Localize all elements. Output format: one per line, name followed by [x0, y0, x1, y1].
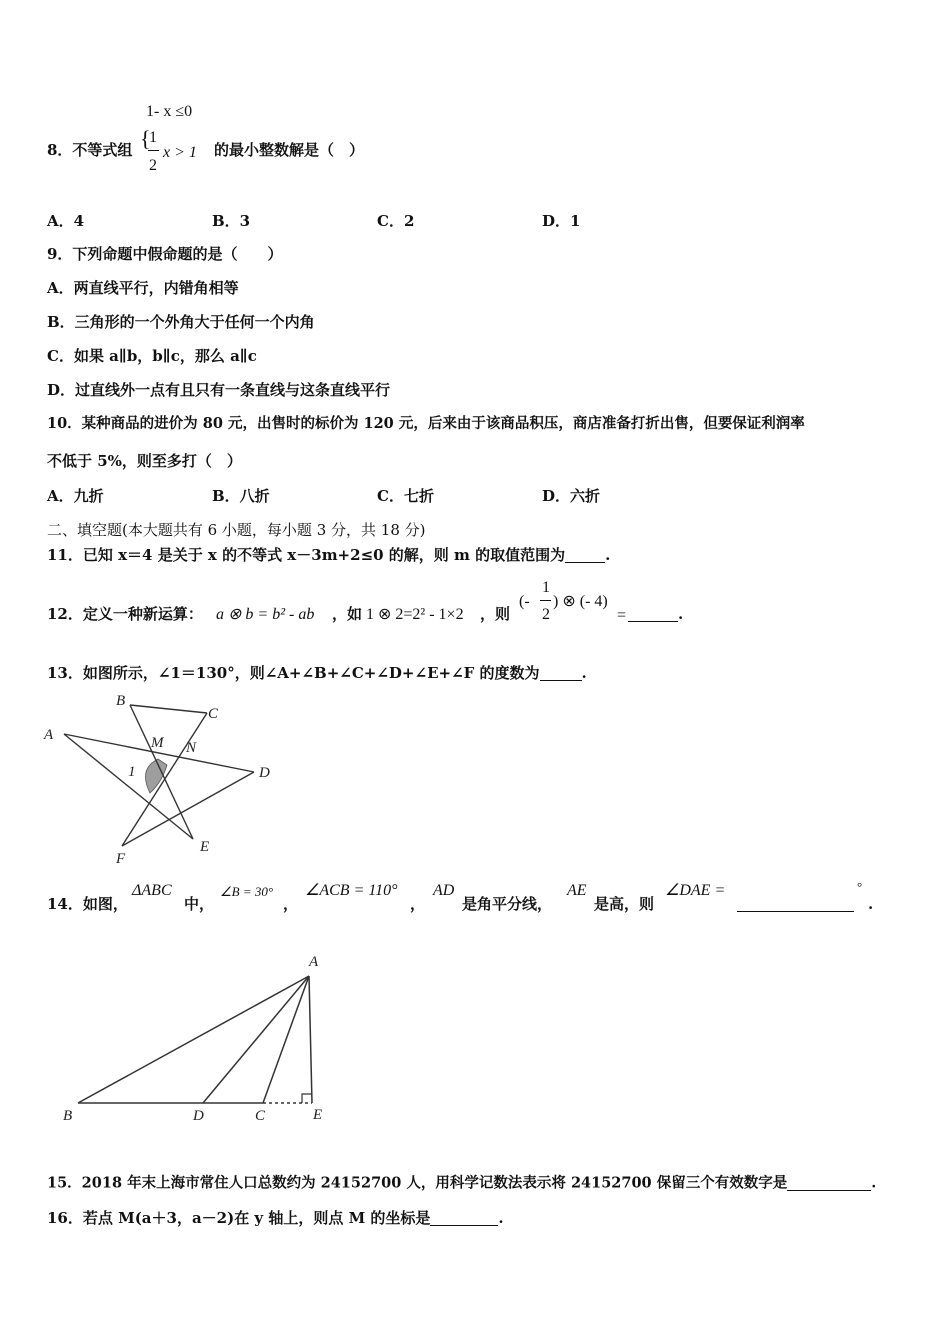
q16-blank — [430, 1211, 498, 1226]
q15-end: . — [871, 1174, 877, 1192]
q13-label-d: D — [259, 765, 270, 781]
q10-option-a: A．九折 — [47, 487, 104, 505]
q13-label-b: B — [116, 693, 126, 709]
q13-line-bc — [130, 705, 207, 713]
q11-text — [47, 548, 610, 563]
q15-stem: 15．2018 年末上海市常住人口总数约为 24152700 人，用科学记数法表示将 24152700 保留三个有效数字是 — [47, 1174, 788, 1192]
q14-ad: AD — [433, 882, 455, 899]
q13-label-f: F — [116, 851, 126, 867]
q8-option-a: A．4 — [47, 212, 85, 230]
q14-comma-2: ， — [410, 895, 426, 913]
q16-stem: 16．若点 M(a＋3，a－2)在 y 轴上，则点 M 的坐标是 — [47, 1209, 431, 1227]
q14-label-c: C — [255, 1108, 266, 1124]
q13-end: . — [581, 664, 587, 682]
q11-end: . — [605, 546, 611, 564]
q14-label-b: B — [63, 1108, 73, 1124]
q10-line1: 10．某种商品的进价为 80 元，出售时的标价为 120 元，后来由于该商品积压，商店准备打折出售，但要保证利润率 — [47, 415, 805, 432]
q12-frac-bar — [540, 600, 551, 601]
q14-comma-1: ， — [283, 895, 299, 913]
q13-line-ae — [64, 734, 193, 839]
q8-frac-bar — [148, 150, 159, 151]
q14-triangle: ΔABC — [132, 882, 172, 899]
q14-line-ad — [203, 976, 309, 1103]
q12-formula: a ⊗ b = b² - ab — [216, 606, 315, 623]
q14-degree: ° — [857, 879, 863, 894]
q10-option-d: D．六折 — [542, 487, 601, 505]
q14-blank — [737, 897, 854, 912]
q13-label-n: N — [186, 740, 197, 756]
q12-mid: ，如 — [332, 605, 363, 623]
q8-frac-rest: x > 1 — [163, 144, 197, 161]
q11-stem: 11．已知 x＝4 是关于 x 的不等式 x－3m+2≤0 的解，则 m 的取值范围为 — [47, 546, 566, 564]
q14-ae: AE — [567, 882, 587, 899]
q13-label-m: M — [151, 735, 164, 751]
q12-frac-num: 1 — [542, 579, 550, 596]
q12-eq: = — [617, 607, 627, 624]
q12-blank — [628, 607, 678, 622]
q8-option-c: C．2 — [377, 212, 415, 230]
q14-line-ab — [78, 976, 309, 1103]
q14-answer-blank — [737, 897, 854, 912]
q9-option-c: C．如果 a∥b，b∥c，那么 a∥c — [47, 347, 257, 365]
section-2-title: 二、填空题(本大题共有 6 小题，每小题 3 分，共 18 分) — [47, 521, 426, 539]
q15-text — [47, 1176, 876, 1191]
q9-option-a: A．两直线平行，内错角相等 — [47, 279, 239, 297]
q8-frac-den: 2 — [149, 157, 157, 174]
q12-answer — [628, 607, 683, 622]
q8-ineq-line1: 1- x ≤0 — [146, 103, 193, 120]
q13-label-c: C — [208, 706, 219, 722]
q14-end: . — [868, 895, 874, 913]
q9-option-b: B．三角形的一个外角大于任何一个内角 — [47, 313, 315, 331]
q8-brace: { — [140, 126, 151, 151]
q14-figure — [55, 945, 345, 1130]
q13-text — [47, 666, 587, 681]
q14-label-e: E — [313, 1107, 323, 1123]
q12-expr-a: (- — [519, 593, 530, 610]
q13-figure — [40, 690, 290, 870]
q9-stem: 9．下列命题中假命题的是（ ） — [47, 245, 283, 263]
q14-angle-acb: ∠ACB = 110° — [305, 882, 398, 899]
q10-option-b: B．八折 — [212, 487, 270, 505]
q8-suffix: 的最小整数解是（ ） — [214, 141, 365, 159]
q11-blank — [565, 548, 605, 563]
q12-frac-den: 2 — [542, 606, 550, 623]
q14-angle-b: ∠B = 30° — [220, 884, 274, 899]
q13-label-a: A — [44, 727, 54, 743]
q8-frac-num: 1 — [149, 129, 157, 146]
q14-mid-1: 是角平分线， — [462, 895, 553, 913]
q13-blank — [540, 666, 582, 681]
q10-line2: 不低于 5%，则至多打（ ） — [47, 452, 242, 470]
q14-label-a: A — [309, 954, 319, 970]
q16-end: . — [498, 1209, 504, 1227]
q14-angle-dae: ∠DAE = — [665, 882, 726, 899]
q12-comma: ，则 — [480, 605, 511, 623]
q14-prefix: 14．如图， — [47, 895, 128, 913]
q13-label-1: 1 — [128, 764, 136, 780]
q8-option-b: B．3 — [212, 212, 251, 230]
q15-blank — [787, 1176, 871, 1191]
q9-option-d: D．过直线外一点有且只有一条直线与这条直线平行 — [47, 381, 391, 399]
q14-label-d: D — [193, 1108, 204, 1124]
q14-zhong: 中， — [184, 895, 215, 913]
q12-end: . — [678, 605, 684, 623]
q8-option-d: D．1 — [542, 212, 581, 230]
q14-mid-2: 是高，则 — [594, 895, 655, 913]
q14-right-angle-mark — [302, 1094, 311, 1103]
q12-example: 1 ⊗ 2=2² - 1×2 — [366, 606, 464, 623]
q14-line-ae — [309, 976, 312, 1103]
q12-prefix: 12．定义一种新运算： — [47, 605, 203, 623]
q12-expr-b: ) ⊗ (- 4) — [553, 593, 608, 610]
q8-stem: 8．不等式组 — [47, 141, 133, 159]
q13-label-e: E — [200, 839, 210, 855]
q10-option-c: C．七折 — [377, 487, 434, 505]
q16-text — [47, 1211, 504, 1226]
q14-line-ac — [263, 976, 309, 1103]
q13-stem: 13．如图所示，∠1＝130°，则∠A+∠B+∠C+∠D+∠E+∠F 的度数为 — [47, 664, 540, 682]
